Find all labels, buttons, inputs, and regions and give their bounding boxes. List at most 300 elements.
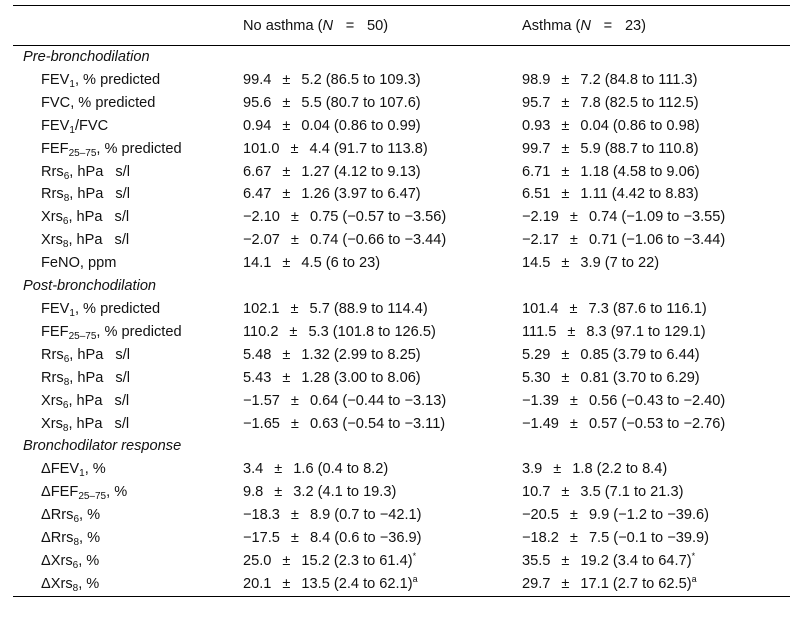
plus-minus-sign: ±	[282, 255, 291, 272]
plus-minus-sign: ±	[569, 415, 578, 432]
row-label	[13, 321, 243, 344]
sd-and-range: 7.8 (82.5 to 112.5)	[580, 94, 699, 111]
label-suffix: , hPa	[69, 186, 104, 203]
label-subscript: 6	[63, 170, 70, 182]
label-subscript: 25–75	[68, 147, 97, 159]
mean-value: −2.10	[243, 209, 280, 226]
row-label	[13, 481, 243, 504]
table-row	[13, 390, 790, 413]
mean-value: 99.4	[243, 71, 272, 88]
header-row	[13, 6, 790, 46]
no-asthma-value-cell	[243, 206, 522, 229]
plus-minus-sign: ±	[561, 186, 570, 203]
plus-minus-sign: ±	[561, 71, 570, 88]
header-no-asthma	[243, 6, 522, 46]
sd-and-range: 0.63 (−0.54 to −3.11)	[309, 415, 446, 432]
no-asthma-value-cell	[243, 321, 522, 344]
no-asthma-value-cell	[243, 138, 522, 161]
no-asthma-value-cell	[243, 481, 522, 504]
label-unit: s/l	[114, 232, 130, 249]
label-base: Xrs	[41, 415, 63, 432]
plus-minus-sign: ±	[561, 484, 570, 501]
sd-and-range: 7.5 (−0.1 to −39.9)	[588, 530, 710, 547]
label-subscript: 25–75	[68, 330, 97, 342]
plus-minus-sign: ±	[561, 346, 570, 363]
asthma-value-cell	[522, 206, 790, 229]
no-asthma-value-cell	[243, 298, 522, 321]
plus-minus-sign: ±	[274, 484, 283, 501]
results-table	[13, 5, 790, 597]
sd-and-range: 5.7 (88.9 to 114.4)	[309, 300, 428, 317]
table-row	[13, 550, 790, 573]
header-no-asthma-label: No asthma (	[243, 17, 323, 34]
label-base: ΔRrs	[41, 530, 74, 547]
table-container	[13, 5, 790, 597]
label-suffix: , %	[78, 552, 100, 569]
table-row	[13, 115, 790, 138]
plus-minus-sign: ±	[561, 575, 570, 592]
asthma-value-cell	[522, 298, 790, 321]
row-label	[13, 367, 243, 390]
mean-value: −1.39	[522, 392, 559, 409]
mean-value: −2.17	[522, 232, 559, 249]
sd-and-range: 17.1 (2.7 to 62.5)	[580, 575, 692, 592]
row-label	[13, 390, 243, 413]
sd-and-range: 1.8 (2.2 to 8.4)	[572, 461, 668, 478]
mean-value: 98.9	[522, 71, 551, 88]
plus-minus-sign: ±	[569, 209, 578, 226]
sd-and-range: 5.9 (88.7 to 110.8)	[580, 140, 699, 157]
label-unit: s/l	[115, 369, 130, 386]
mean-value: 20.1	[243, 575, 272, 592]
plus-minus-sign: ±	[569, 300, 578, 317]
plus-minus-sign: ±	[569, 392, 578, 409]
table-row	[13, 69, 790, 92]
mean-value: 35.5	[522, 552, 551, 569]
mean-value: 102.1	[243, 300, 280, 317]
label-subscript: 6	[62, 399, 69, 411]
mean-value: 101.4	[522, 300, 559, 317]
mean-value: 5.48	[243, 346, 272, 363]
no-asthma-value-cell	[243, 367, 522, 390]
row-label	[13, 298, 243, 321]
label-suffix: , hPa	[69, 346, 104, 363]
label-suffix: , hPa	[69, 369, 104, 386]
mean-value: 10.7	[522, 484, 551, 501]
sd-and-range: 3.9 (7 to 22)	[580, 255, 660, 272]
plus-minus-sign: ±	[282, 369, 291, 386]
no-asthma-value-cell	[243, 390, 522, 413]
label-suffix: , %	[79, 530, 101, 547]
sd-and-range: 19.2 (3.4 to 64.7)	[580, 552, 692, 569]
label-suffix: , % predicted	[96, 323, 182, 340]
sd-and-range: 0.56 (−0.43 to −2.40)	[588, 392, 726, 409]
mean-value: 6.71	[522, 163, 551, 180]
label-base: Xrs	[41, 392, 63, 409]
no-asthma-value-cell	[243, 69, 522, 92]
label-suffix: , %	[106, 484, 128, 501]
label-base: ΔXrs	[41, 575, 73, 592]
label-base: ΔXrs	[41, 552, 73, 569]
sd-and-range: 0.75 (−0.57 to −3.56)	[309, 209, 447, 226]
row-label	[13, 527, 243, 550]
label-unit: s/l	[114, 415, 130, 432]
sd-and-range: 4.5 (6 to 23)	[301, 255, 381, 272]
table-row	[13, 161, 790, 184]
table-body	[13, 46, 790, 597]
sd-and-range: 9.9 (−1.2 to −39.6)	[588, 507, 710, 524]
label-base: Rrs	[41, 369, 64, 386]
row-label	[13, 138, 243, 161]
table-row	[13, 413, 790, 436]
label-base: FVC, % predicted	[41, 94, 156, 111]
sd-and-range: 5.3 (101.8 to 126.5)	[308, 323, 436, 340]
plus-minus-sign: ±	[290, 415, 299, 432]
table-row	[13, 206, 790, 229]
plus-minus-sign: ±	[569, 507, 578, 524]
header-asthma-eq: =	[603, 17, 613, 34]
mean-value: −1.49	[522, 415, 559, 432]
table-row	[13, 229, 790, 252]
label-suffix: , hPa	[68, 232, 103, 249]
mean-value: −18.3	[243, 507, 280, 524]
mean-value: −1.65	[243, 415, 280, 432]
label-suffix: , %	[78, 575, 100, 592]
section-header-row	[13, 46, 790, 69]
footnote-marker: *	[691, 550, 696, 561]
sd-and-range: 0.74 (−1.09 to −3.55)	[588, 209, 726, 226]
label-base: Rrs	[41, 163, 64, 180]
label-subscript: 1	[69, 78, 75, 90]
asthma-value-cell	[522, 550, 790, 573]
no-asthma-value-cell	[243, 527, 522, 550]
plus-minus-sign: ±	[282, 71, 291, 88]
footnote-marker: *	[412, 550, 417, 561]
label-subscript: 6	[62, 216, 69, 228]
sd-and-range: 0.81 (3.70 to 6.29)	[580, 369, 700, 386]
table-row	[13, 92, 790, 115]
sd-and-range: 0.64 (−0.44 to −3.13)	[309, 392, 447, 409]
row-label	[13, 252, 243, 275]
mean-value: −2.07	[243, 232, 280, 249]
header-no-asthma-n: N	[322, 17, 334, 34]
plus-minus-sign: ±	[561, 255, 570, 272]
row-label	[13, 115, 243, 138]
label-unit: s/l	[114, 209, 130, 226]
label-base: Xrs	[41, 232, 63, 249]
sd-and-range: 8.4 (0.6 to −36.9)	[309, 530, 422, 547]
label-base: ΔRrs	[41, 507, 74, 524]
asthma-value-cell	[522, 321, 790, 344]
row-label	[13, 206, 243, 229]
label-unit: s/l	[115, 163, 130, 180]
header-asthma-n: N	[580, 17, 591, 34]
label-subscript: 6	[73, 514, 80, 526]
label-base: FEV	[41, 300, 70, 317]
no-asthma-value-cell	[243, 229, 522, 252]
label-subscript: 6	[72, 559, 79, 571]
plus-minus-sign: ±	[282, 94, 291, 111]
row-label	[13, 413, 243, 436]
header-blank	[13, 6, 243, 46]
asthma-value-cell	[522, 573, 790, 596]
section-title: Post-bronchodilation	[23, 278, 157, 295]
table-row	[13, 298, 790, 321]
label-base: ΔFEV	[41, 461, 80, 478]
mean-value: 3.9	[522, 461, 543, 478]
label-suffix: , %	[79, 507, 101, 524]
table-row	[13, 138, 790, 161]
label-subscript: 6	[63, 353, 70, 365]
label-subscript: 8	[62, 422, 69, 434]
sd-and-range: 13.5 (2.4 to 62.1)	[301, 575, 413, 592]
label-subscript: 1	[79, 468, 85, 480]
mean-value: −18.2	[522, 530, 559, 547]
sd-and-range: 5.2 (86.5 to 109.3)	[301, 71, 421, 88]
label-unit: s/l	[115, 346, 130, 363]
label-base: ΔFEF	[41, 484, 79, 501]
asthma-value-cell	[522, 161, 790, 184]
plus-minus-sign: ±	[290, 209, 299, 226]
label-suffix: , hPa	[68, 392, 103, 409]
plus-minus-sign: ±	[561, 552, 570, 569]
table-row	[13, 527, 790, 550]
plus-minus-sign: ±	[282, 163, 291, 180]
section-header-row	[13, 435, 790, 458]
footnote-marker: a	[691, 573, 697, 584]
sd-and-range: 1.26 (3.97 to 6.47)	[301, 186, 421, 203]
plus-minus-sign: ±	[290, 507, 299, 524]
sd-and-range: 7.2 (84.8 to 111.3)	[580, 71, 698, 88]
mean-value: 111.5	[522, 323, 557, 340]
label-base: FEF	[41, 323, 69, 340]
label-suffix: , % predicted	[96, 140, 182, 157]
sd-and-range: 4.4 (91.7 to 113.8)	[309, 140, 428, 157]
table-row	[13, 321, 790, 344]
header-asthma	[522, 6, 790, 46]
header-asthma-count: 23)	[624, 17, 647, 34]
mean-value: 5.30	[522, 369, 551, 386]
sd-and-range: 0.04 (0.86 to 0.99)	[301, 117, 421, 134]
mean-value: 0.94	[243, 117, 272, 134]
plus-minus-sign: ±	[561, 94, 570, 111]
label-suffix: , % predicted	[74, 300, 161, 317]
mean-value: 29.7	[522, 575, 551, 592]
plus-minus-sign: ±	[561, 163, 570, 180]
label-base: Xrs	[41, 209, 63, 226]
header-asthma-label: Asthma (	[522, 17, 581, 34]
mean-value: 95.7	[522, 94, 551, 111]
plus-minus-sign: ±	[569, 530, 578, 547]
label-suffix: /FVC	[74, 117, 109, 134]
label-subscript: 8	[63, 376, 70, 388]
plus-minus-sign: ±	[282, 575, 291, 592]
plus-minus-sign: ±	[290, 392, 299, 409]
no-asthma-value-cell	[243, 161, 522, 184]
plus-minus-sign: ±	[561, 117, 570, 134]
footnote-marker: a	[412, 573, 418, 584]
row-label	[13, 550, 243, 573]
row-label	[13, 92, 243, 115]
asthma-value-cell	[522, 252, 790, 275]
plus-minus-sign: ±	[567, 323, 576, 340]
table-row	[13, 504, 790, 527]
section-title: Pre-bronchodilation	[23, 49, 150, 65]
label-suffix: , %	[84, 461, 106, 478]
header-no-asthma-eq: =	[345, 17, 355, 34]
sd-and-range: 1.11 (4.42 to 8.83)	[580, 186, 699, 203]
asthma-value-cell	[522, 344, 790, 367]
plus-minus-sign: ±	[553, 461, 562, 478]
asthma-value-cell	[522, 183, 790, 206]
no-asthma-value-cell	[243, 183, 522, 206]
no-asthma-value-cell	[243, 573, 522, 596]
row-label	[13, 161, 243, 184]
no-asthma-value-cell	[243, 115, 522, 138]
mean-value: 99.7	[522, 140, 551, 157]
mean-value: −20.5	[522, 507, 559, 524]
asthma-value-cell	[522, 458, 790, 481]
row-label	[13, 458, 243, 481]
sd-and-range: 1.6 (0.4 to 8.2)	[293, 461, 389, 478]
table-row	[13, 481, 790, 504]
label-suffix: , hPa	[68, 209, 103, 226]
plus-minus-sign: ±	[569, 232, 578, 249]
plus-minus-sign: ±	[282, 186, 291, 203]
asthma-value-cell	[522, 367, 790, 390]
label-base: Rrs	[41, 346, 64, 363]
row-label	[13, 573, 243, 596]
asthma-value-cell	[522, 69, 790, 92]
sd-and-range: 1.27 (4.12 to 9.13)	[301, 163, 421, 180]
mean-value: 95.6	[243, 94, 272, 111]
row-label	[13, 504, 243, 527]
label-subscript: 8	[62, 239, 69, 251]
no-asthma-value-cell	[243, 458, 522, 481]
label-base: FeNO, ppm	[41, 255, 117, 272]
sd-and-range: 15.2 (2.3 to 61.4)	[301, 552, 413, 569]
sd-and-range: 0.85 (3.79 to 6.44)	[580, 346, 700, 363]
sd-and-range: 0.74 (−0.66 to −3.44)	[309, 232, 447, 249]
mean-value: 14.1	[243, 255, 272, 272]
label-subscript: 8	[73, 537, 80, 549]
no-asthma-value-cell	[243, 413, 522, 436]
asthma-value-cell	[522, 138, 790, 161]
mean-value: −2.19	[522, 209, 559, 226]
mean-value: 9.8	[243, 484, 264, 501]
plus-minus-sign: ±	[282, 117, 291, 134]
label-unit: s/l	[114, 392, 130, 409]
mean-value: 6.51	[522, 186, 551, 203]
label-subscript: 1	[69, 307, 75, 319]
asthma-value-cell	[522, 413, 790, 436]
label-base: FEV	[41, 117, 70, 134]
row-label	[13, 229, 243, 252]
plus-minus-sign: ±	[561, 140, 570, 157]
asthma-value-cell	[522, 115, 790, 138]
asthma-value-cell	[522, 527, 790, 550]
plus-minus-sign: ±	[274, 461, 283, 478]
sd-and-range: 0.57 (−0.53 to −2.76)	[588, 415, 726, 432]
table-row	[13, 252, 790, 275]
sd-and-range: 8.3 (97.1 to 129.1)	[586, 323, 706, 340]
table-row	[13, 183, 790, 206]
sd-and-range: 1.32 (2.99 to 8.25)	[301, 346, 421, 363]
header-no-asthma-count: 50)	[367, 17, 389, 34]
plus-minus-sign: ±	[290, 140, 299, 157]
row-label	[13, 69, 243, 92]
label-base: FEF	[41, 140, 69, 157]
section-header-row	[13, 275, 790, 298]
asthma-value-cell	[522, 229, 790, 252]
label-base: Rrs	[41, 186, 64, 203]
table-row	[13, 458, 790, 481]
plus-minus-sign: ±	[289, 323, 298, 340]
sd-and-range: 8.9 (0.7 to −42.1)	[309, 507, 422, 524]
no-asthma-value-cell	[243, 344, 522, 367]
row-label	[13, 344, 243, 367]
label-subscript: 8	[63, 193, 70, 205]
mean-value: 5.29	[522, 346, 551, 363]
no-asthma-value-cell	[243, 252, 522, 275]
mean-value: 6.47	[243, 186, 272, 203]
label-subscript: 25–75	[78, 491, 107, 503]
plus-minus-sign: ±	[290, 530, 299, 547]
no-asthma-value-cell	[243, 550, 522, 573]
label-unit: s/l	[115, 186, 130, 203]
sd-and-range: 1.18 (4.58 to 9.06)	[580, 163, 700, 180]
sd-and-range: 0.71 (−1.06 to −3.44)	[588, 232, 726, 249]
mean-value: 14.5	[522, 255, 551, 272]
no-asthma-value-cell	[243, 504, 522, 527]
mean-value: 25.0	[243, 552, 272, 569]
mean-value: 3.4	[243, 461, 264, 478]
mean-value: 110.2	[243, 323, 279, 340]
row-label	[13, 183, 243, 206]
mean-value: 101.0	[243, 140, 280, 157]
label-subscript: 1	[69, 124, 75, 136]
sd-and-range: 1.28 (3.00 to 8.06)	[301, 369, 421, 386]
mean-value: 5.43	[243, 369, 272, 386]
plus-minus-sign: ±	[290, 300, 299, 317]
section-title: Bronchodilator response	[23, 438, 182, 455]
label-subscript: 8	[72, 582, 79, 594]
label-base: FEV	[41, 71, 70, 88]
plus-minus-sign: ±	[282, 346, 291, 363]
plus-minus-sign: ±	[290, 232, 299, 249]
no-asthma-value-cell	[243, 92, 522, 115]
asthma-value-cell	[522, 504, 790, 527]
label-suffix: , hPa	[69, 163, 104, 180]
label-suffix: , % predicted	[74, 71, 161, 88]
label-suffix: , hPa	[68, 415, 103, 432]
table-row	[13, 344, 790, 367]
asthma-value-cell	[522, 481, 790, 504]
plus-minus-sign: ±	[282, 552, 291, 569]
mean-value: −1.57	[243, 392, 280, 409]
sd-and-range: 5.5 (80.7 to 107.6)	[301, 94, 421, 111]
mean-value: 6.67	[243, 163, 272, 180]
mean-value: −17.5	[243, 530, 280, 547]
mean-value: 0.93	[522, 117, 551, 134]
sd-and-range: 3.2 (4.1 to 19.3)	[293, 484, 397, 501]
table-row	[13, 573, 790, 596]
sd-and-range: 3.5 (7.1 to 21.3)	[580, 484, 684, 501]
sd-and-range: 0.04 (0.86 to 0.98)	[580, 117, 700, 134]
asthma-value-cell	[522, 92, 790, 115]
sd-and-range: 7.3 (87.6 to 116.1)	[588, 300, 707, 317]
plus-minus-sign: ±	[561, 369, 570, 386]
